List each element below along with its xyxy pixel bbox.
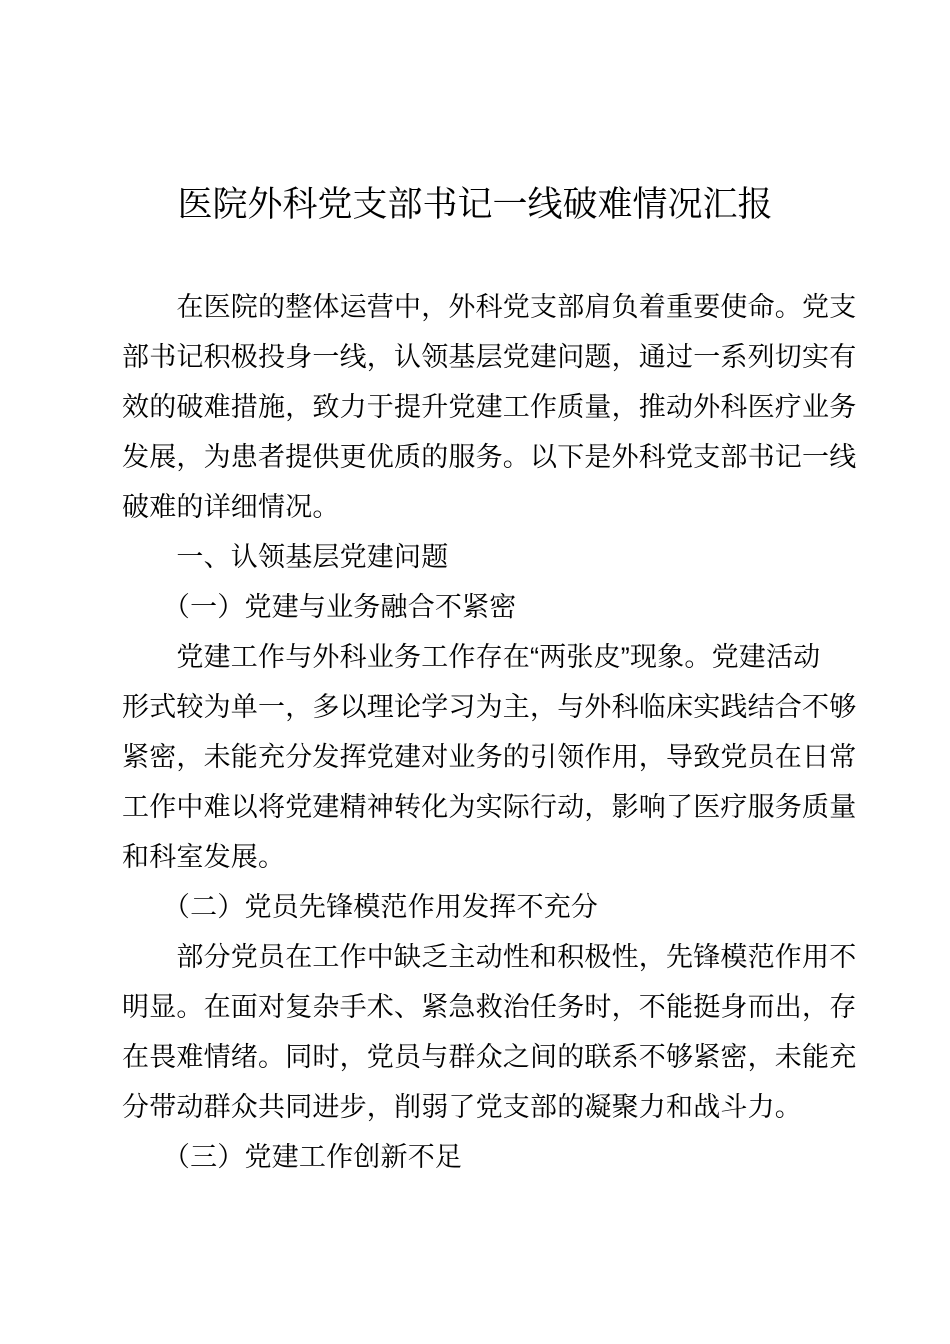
document-title: 医院外科党支部书记一线破难情况汇报 bbox=[177, 185, 773, 224]
paragraph-line: 紧密，未能充分发挥党建对业务的引领作用，导致党员在日常 bbox=[122, 742, 857, 772]
subsection-heading-line: （二）党员先锋模范作用发挥不充分 bbox=[122, 892, 599, 922]
paragraph-line: 部分党员在工作中缺乏主动性和积极性，先锋模范作用不 bbox=[122, 942, 857, 972]
paragraph-line: 在医院的整体运营中，外科党支部肩负着重要使命。党支 bbox=[122, 292, 857, 322]
paragraph-line: 和科室发展。 bbox=[122, 842, 286, 872]
paragraph-line: 分带动群众共同进步，削弱了党支部的凝聚力和战斗力。 bbox=[122, 1092, 802, 1122]
section-heading-line: 一、认领基层党建问题 bbox=[122, 542, 449, 572]
paragraph-line: 破难的详细情况。 bbox=[122, 492, 340, 522]
document-body bbox=[122, 282, 857, 1182]
subsection-heading-line: （三）党建工作创新不足 bbox=[122, 1142, 463, 1172]
paragraph-line: 明显。在面对复杂手术、紧急救治任务时，不能挺身而出，存 bbox=[122, 992, 857, 1022]
paragraph-line: 形式较为单一，多以理论学习为主，与外科临床实践结合不够 bbox=[122, 692, 857, 722]
paragraph-line: 部书记积极投身一线，认领基层党建问题，通过一系列切实有 bbox=[122, 342, 857, 372]
subsection-heading-line: （一）党建与业务融合不紧密 bbox=[122, 592, 517, 622]
paragraph-line: 党建工作与外科业务工作存在“两张皮”现象。党建活动 bbox=[122, 642, 821, 672]
paragraph-line: 在畏难情绪。同时，党员与群众之间的联系不够紧密，未能充 bbox=[122, 1042, 857, 1072]
paragraph-line: 工作中难以将党建精神转化为实际行动，影响了医疗服务质量 bbox=[122, 792, 857, 822]
paragraph-line: 效的破难措施，致力于提升党建工作质量，推动外科医疗业务 bbox=[122, 392, 857, 422]
paragraph-line: 发展，为患者提供更优质的服务。以下是外科党支部书记一线 bbox=[122, 442, 857, 472]
